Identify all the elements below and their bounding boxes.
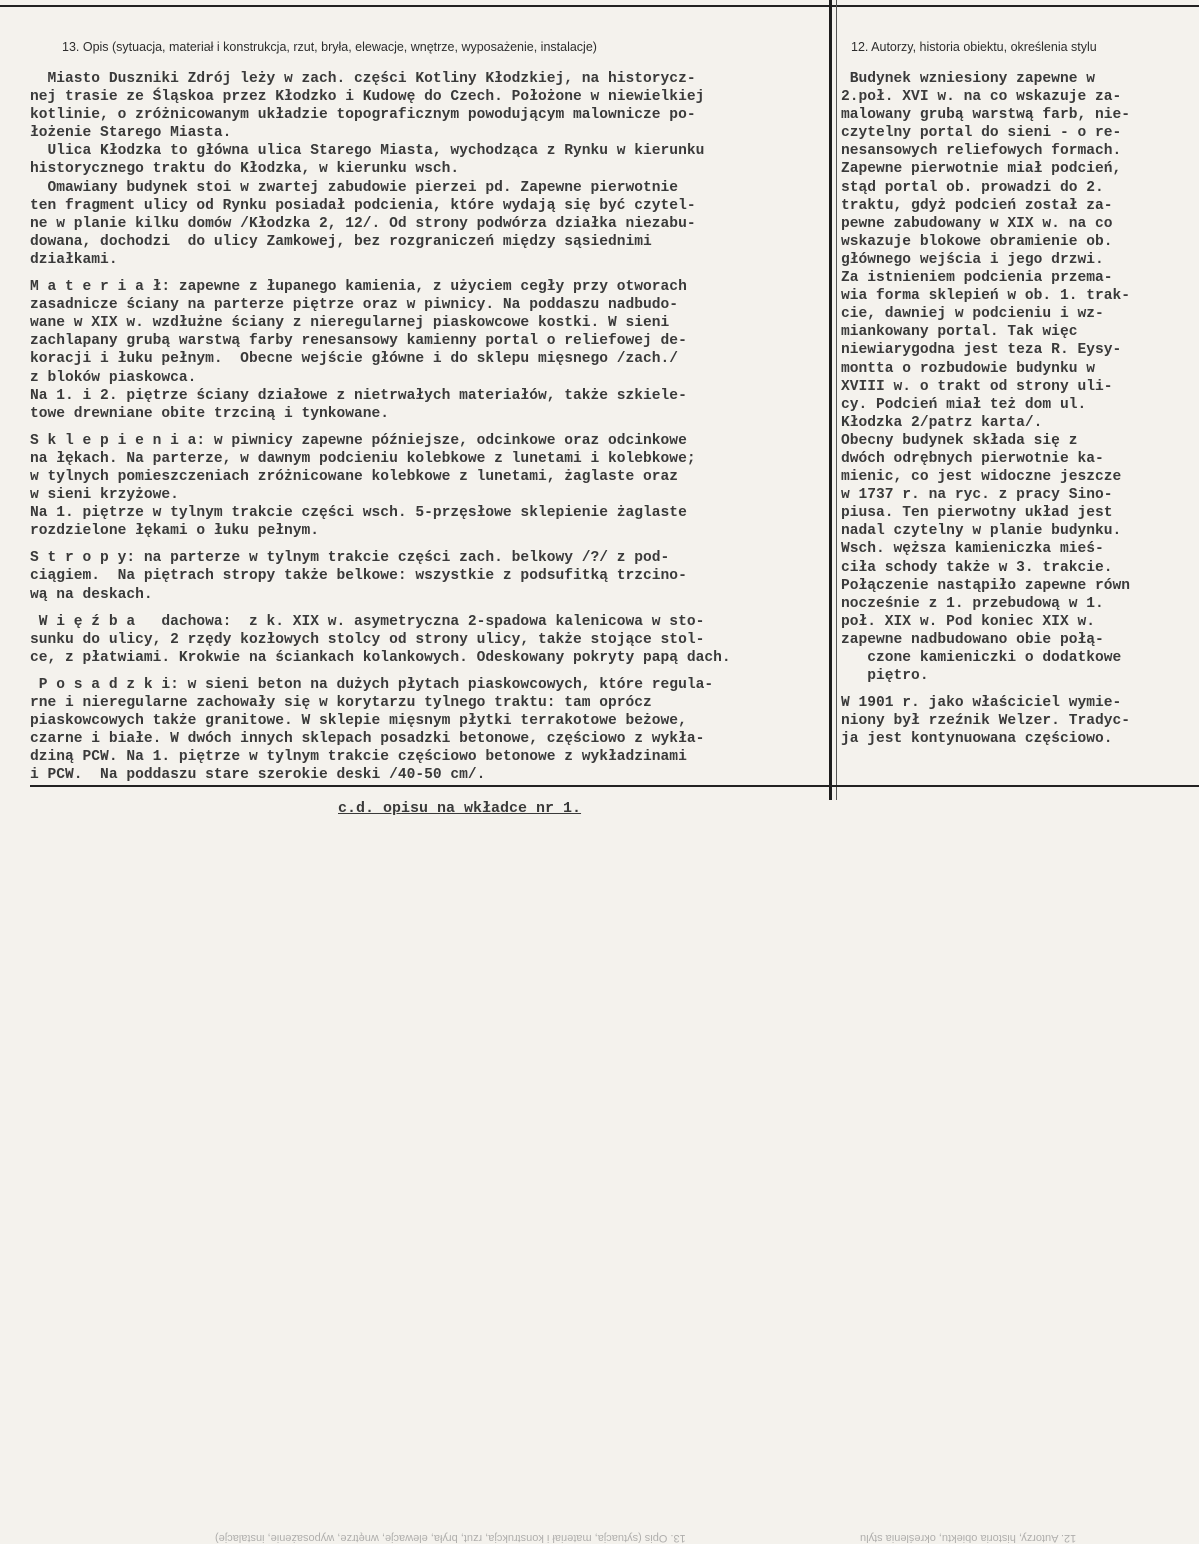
description-line: Na 1. i 2. piętrze ściany działowe z nietrwałych materiałów, także szkiele-	[30, 387, 687, 404]
description-line: M a t e r i a ł: zapewne z łupanego kamienia, z użyciem cegły przy otworach	[30, 279, 687, 296]
history-text	[841, 70, 1130, 748]
description-text	[30, 70, 731, 784]
column-divider	[829, 0, 832, 800]
description-gap	[30, 423, 731, 432]
history-gap	[841, 685, 1130, 694]
description-line: i PCW. Na poddaszu stare szerokie deski /40-50 cm/.	[30, 767, 486, 784]
description-line: Na 1. piętrze w tylnym trakcie części wsch. 5-przęsłowe sklepienie żaglaste	[30, 505, 687, 522]
description-line: Miasto Duszniki Zdrój leży w zach. części Kotliny Kłodzkiej, na historycz-	[30, 71, 696, 87]
description-line: P o s a d z k i: w sieni beton na dużych płytach piaskowcowych, które regula-	[30, 676, 714, 693]
description-line: dziną PCW. Na 1. piętrze w tylnym trakcie częściowo betonowe z wykładzinami	[30, 749, 687, 766]
continuation-note: c.d. opisu na wkładce nr 1.	[338, 800, 582, 817]
history-line: cie, dawniej w podcieniu i wz-	[841, 306, 1104, 323]
column-divider-thin	[836, 0, 837, 800]
history-line: nadal czytelny w planie budynku.	[841, 523, 1122, 540]
description-line: sunku do ulicy, 2 rzędy kozłowych stolcy od strony ulicy, także stojące stol-	[30, 631, 705, 648]
history-line: dwóch odrębnych pierwotnie ka-	[841, 450, 1104, 467]
description-gap	[30, 667, 731, 676]
description-line: towe drewniane obite trzciną i tynkowane.	[30, 405, 390, 422]
description-line: S t r o p y: na parterze w tylnym trakcie części zach. belkowy /?/ z pod-	[30, 550, 670, 567]
history-line: czone kamieniczki o dodatkowe	[841, 650, 1122, 666]
history-line: czytelny portal do sieni - o re-	[841, 125, 1122, 142]
history-line: nocześnie z 1. przebudową w 1.	[841, 595, 1104, 612]
history-line: mienic, co jest widoczne jeszcze	[841, 469, 1122, 486]
description-line: w sieni krzyżowe.	[30, 487, 179, 504]
history-line: niewiarygodna jest teza R. Eysy-	[841, 342, 1122, 359]
description-line: wane w XIX w. wzdłużne ściany z nieregularnej piaskowcowe kostki. W sieni	[30, 315, 670, 332]
description-line: zachlapany grubą warstwą farby renesansowy kamienny portal o reliefowej de-	[30, 333, 687, 350]
description-line: historycznego traktu do Kłodzka, w kierunku wsch.	[30, 161, 460, 178]
description-line: czarne i białe. W dwóch innych sklepach posadzki betonowe, częściowo z wykła-	[30, 731, 705, 748]
description-line: S k l e p i e n i a: w piwnicy zapewne późniejsze, odcinkowe oraz odcinkowe	[30, 432, 687, 449]
history-line: wskazuje blokowe obramienie ob.	[841, 233, 1113, 250]
mirrored-header-right: 12. Autorzy, historia obiektu, określenia stylu	[860, 1532, 1077, 1544]
description-line: ciągiem. Na piętrach stropy także belkowe: wszystkie z podsufitką trzcino-	[30, 568, 687, 585]
history-line: W 1901 r. jako właściciel wymie-	[841, 695, 1122, 712]
history-line: Obecny budynek składa się z	[841, 432, 1078, 449]
history-line: traktu, gdyż podcień został za-	[841, 197, 1113, 214]
history-line: nesansowych reliefowych formach.	[841, 143, 1122, 160]
description-line: Ulica Kłodzka to główna ulica Starego Miasta, wychodząca z Rynku w kierunku	[30, 143, 705, 160]
description-line: ten fragment ulicy od Rynku posiadał podcienia, które wydają się być czytel-	[30, 197, 696, 214]
mirrored-header-left: 13. Opis (sytuacja, materiał i konstrukcja, rzut, bryła, elewacje, wnętrze, wyposażenie, instalacje)	[215, 1532, 686, 1544]
history-line: piętro.	[841, 668, 929, 685]
top-rule	[0, 5, 1199, 7]
description-line: dowana, dochodzi do ulicy Zamkowej, bez rozgraniczeń między sąsiednimi	[30, 233, 652, 250]
history-line: ja jest kontynuowana częściowo.	[841, 731, 1113, 748]
description-line: ce, z płatwiami. Krokwie na ściankach kolankowych. Odeskowany pokryty papą dach.	[30, 649, 731, 666]
description-line: W i ę ź b a dachowa: z k. XIX w. asymetryczna 2-spadowa kalenicowa w sto-	[30, 613, 705, 630]
history-line: Budynek wzniesiony zapewne w	[841, 71, 1095, 87]
history-line: Za istnieniem podcienia przema-	[841, 270, 1113, 287]
history-line: Zapewne pierwotnie miał podcień,	[841, 161, 1122, 178]
history-line: 2.poł. XVI w. na co wskazuje za-	[841, 89, 1122, 106]
description-line: koracji i łuku pełnym. Obecne wejście główne i do sklepu mięsnego /zach./	[30, 351, 679, 368]
history-line: montta o rozbudowie budynku w	[841, 360, 1095, 377]
history-line: pewne zabudowany w XIX w. na co	[841, 215, 1113, 232]
section-12-header: 12. Autorzy, historia obiektu, określenia stylu	[851, 40, 1097, 54]
history-line: stąd portal ob. prowadzi do 2.	[841, 179, 1104, 196]
description-line: z bloków piaskowca.	[30, 369, 197, 386]
history-line: cy. Podcień miał też dom ul.	[841, 396, 1087, 413]
history-line: piusa. Ten pierwotny układ jest	[841, 505, 1113, 522]
bottom-rule	[30, 785, 1199, 787]
history-line: w 1737 r. na ryc. z pracy Sino-	[841, 487, 1113, 504]
history-line: wia forma sklepień w ob. 1. trak-	[841, 288, 1131, 305]
description-line: działkami.	[30, 251, 118, 268]
description-gap	[30, 540, 731, 549]
history-line: miankowany portal. Tak więc	[841, 324, 1078, 341]
description-line: w tylnych pomieszczeniach zróżnicowane kolebkowe z lunetami, żaglaste oraz	[30, 468, 679, 485]
history-line: głównego wejścia i jego drzwi.	[841, 251, 1104, 268]
description-line: wą na deskach.	[30, 586, 153, 603]
history-line: niony był rzeźnik Welzer. Tradyc-	[841, 713, 1131, 730]
history-line: Połączenie nastąpiło zapewne równ	[841, 577, 1131, 594]
history-line: Kłodzka 2/patrz karta/.	[841, 414, 1043, 431]
description-gap	[30, 604, 731, 613]
history-line: malowany grubą warstwą farb, nie-	[841, 107, 1131, 124]
description-line: na łękach. Na parterze, w dawnym podcieniu kolebkowe z lunetami i kolebkowe;	[30, 450, 696, 467]
description-line: zasadnicze ściany na parterze piętrze oraz w piwnicy. Na poddaszu nadbudo-	[30, 297, 679, 314]
history-line: poł. XIX w. Pod koniec XIX w.	[841, 613, 1095, 630]
description-line: ne w planie kilku domów /Kłodzka 2, 12/. Od strony podwórza działka niezabu-	[30, 215, 696, 232]
description-line: Omawiany budynek stoi w zwartej zabudowie pierzei pd. Zapewne pierwotnie	[30, 179, 679, 196]
history-line: zapewne nadbudowano obie połą-	[841, 631, 1104, 648]
description-line: kotlinie, o zróżnicowanym układzie topograficznym powodującym malownicze po-	[30, 107, 696, 124]
history-line: ciła schody także w 3. trakcie.	[841, 559, 1113, 576]
description-line: piaskowcowych także granitowe. W sklepie mięsnym płytki terrakotowe beżowe,	[30, 713, 687, 730]
description-line: rozdzielone łękami o łuku pełnym.	[30, 523, 320, 540]
description-gap	[30, 269, 731, 278]
description-line: nej trasie ze Śląskoa przez Kłodzko i Kudowę do Czech. Położone w niewielkiej	[30, 89, 705, 106]
history-line: Wsch. węższa kamieniczka mieś-	[841, 541, 1104, 558]
history-line: XVIII w. o trakt od strony uli-	[841, 378, 1113, 395]
description-line: rne i nieregularne zachowały się w korytarzu tylnego traktu: tam oprócz	[30, 695, 652, 711]
description-line: łożenie Starego Miasta.	[30, 125, 232, 142]
section-13-header: 13. Opis (sytuacja, materiał i konstrukcja, rzut, bryła, elewacje, wnętrze, wyposażenie, instalacje)	[62, 40, 597, 54]
